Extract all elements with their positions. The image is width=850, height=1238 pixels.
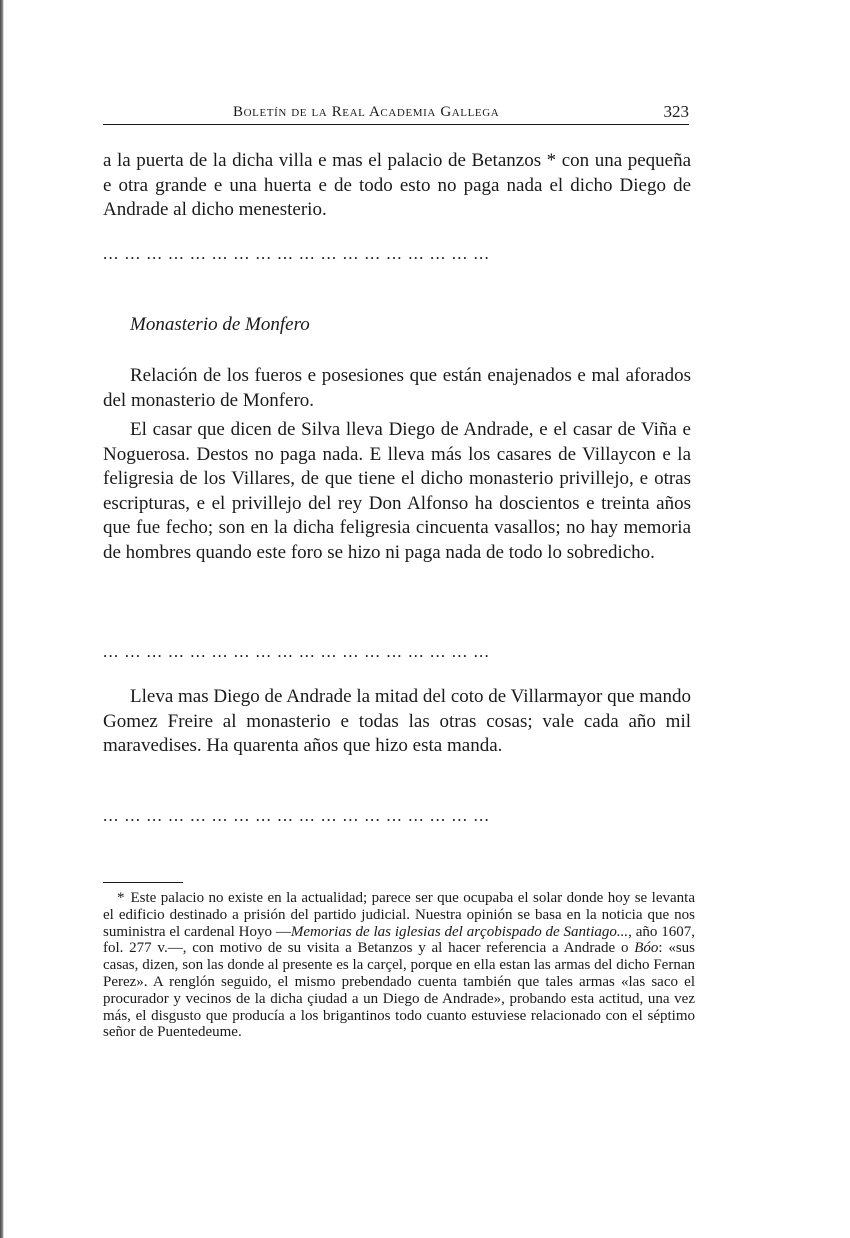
paragraph-lleva: Lleva mas Diego de Andrade la mitad del coto de Villarmayor que mando Gomez Freire al monasterio e todas las otras cosas; vale cada año mil maravedises. Ha quarenta años que hizo esta manda.	[103, 686, 691, 756]
footnote-divider	[103, 882, 183, 883]
footnote-place-name: Bóo	[634, 940, 659, 957]
journal-title: Boletín de la Real Academia Gallega	[233, 104, 500, 120]
footnote-text-part-2: , año 1607, fol. 277 v.—, con motivo de su visita a Betanzos y al hacer referencia a Andrade o	[103, 923, 695, 957]
ellipsis-separator: ... ... ... ... ... ... ... ... ... ... ... ... ... ... ... ... ... ...	[103, 244, 490, 263]
ellipsis-separator: ... ... ... ... ... ... ... ... ... ... ... ... ... ... ... ... ... ...	[103, 642, 490, 661]
section-heading: Monasterio de Monfero	[130, 314, 310, 335]
footnote-text-part-3: : «sus casas, dizen, son las donde al presente es la carçel, porque en ella estan las armas del dicho Fernan Perez». A renglón seguido, el mismo prebendado cuenta también que tales armas «las saco el procurador y vecinos de la dicha çiudad a un Diego de Andrade», probando esta actitud, una vez más, el disgusto que producía a los brigantinos todo cuanto estuviese relacionado con el séptimo señor de Puentedeume.	[103, 940, 696, 1041]
footnote-work-title: Memorias de las iglesias del arçobispado de Santiago...	[290, 923, 629, 940]
paragraph-relacion: Relación de los fueros e posesiones que están enajenados e mal aforados del monasterio de Monfero.	[103, 365, 691, 411]
scan-edge-shadow	[0, 0, 4, 1238]
paragraph-opening: a la puerta de la dicha villa e mas el palacio de Betanzos * con una pequeña e otra grande e una huerta e de todo esto no paga nada el dicho Diego de Andrade al dicho menesterio.	[103, 150, 691, 220]
paragraph-casar: El casar que dicen de Silva lleva Diego de Andrade, e el casar de Viña e Noguerosa. Destos no paga nada. E lleva más los casares de Villaycon e la feligresia de los Villares, de que tiene el dicho monasterio privillejo, e otras escripturas, e el privillejo del rey Don Alfonso ha doscientos e treinta años que fue fecho; son en la dicha feligresia cincuenta vasallos; no hay memoria de hombres quando este foro se hizo ni paga nada de todo lo sobredicho.	[103, 419, 691, 563]
running-header	[103, 102, 689, 125]
footnote-text-part-1: Este palacio no existe en la actualidad; parece ser que ocupaba el solar donde hoy se levanta el edificio destinado a prisión del partido judicial. Nuestra opinión se basa en la noticia que nos suministra el cardenal Hoyo —	[103, 890, 695, 940]
footnote	[103, 890, 695, 1041]
footnote-marker: *	[117, 890, 125, 906]
page-number: 323	[663, 102, 689, 121]
ellipsis-separator: ... ... ... ... ... ... ... ... ... ... ... ... ... ... ... ... ... ...	[103, 806, 490, 825]
